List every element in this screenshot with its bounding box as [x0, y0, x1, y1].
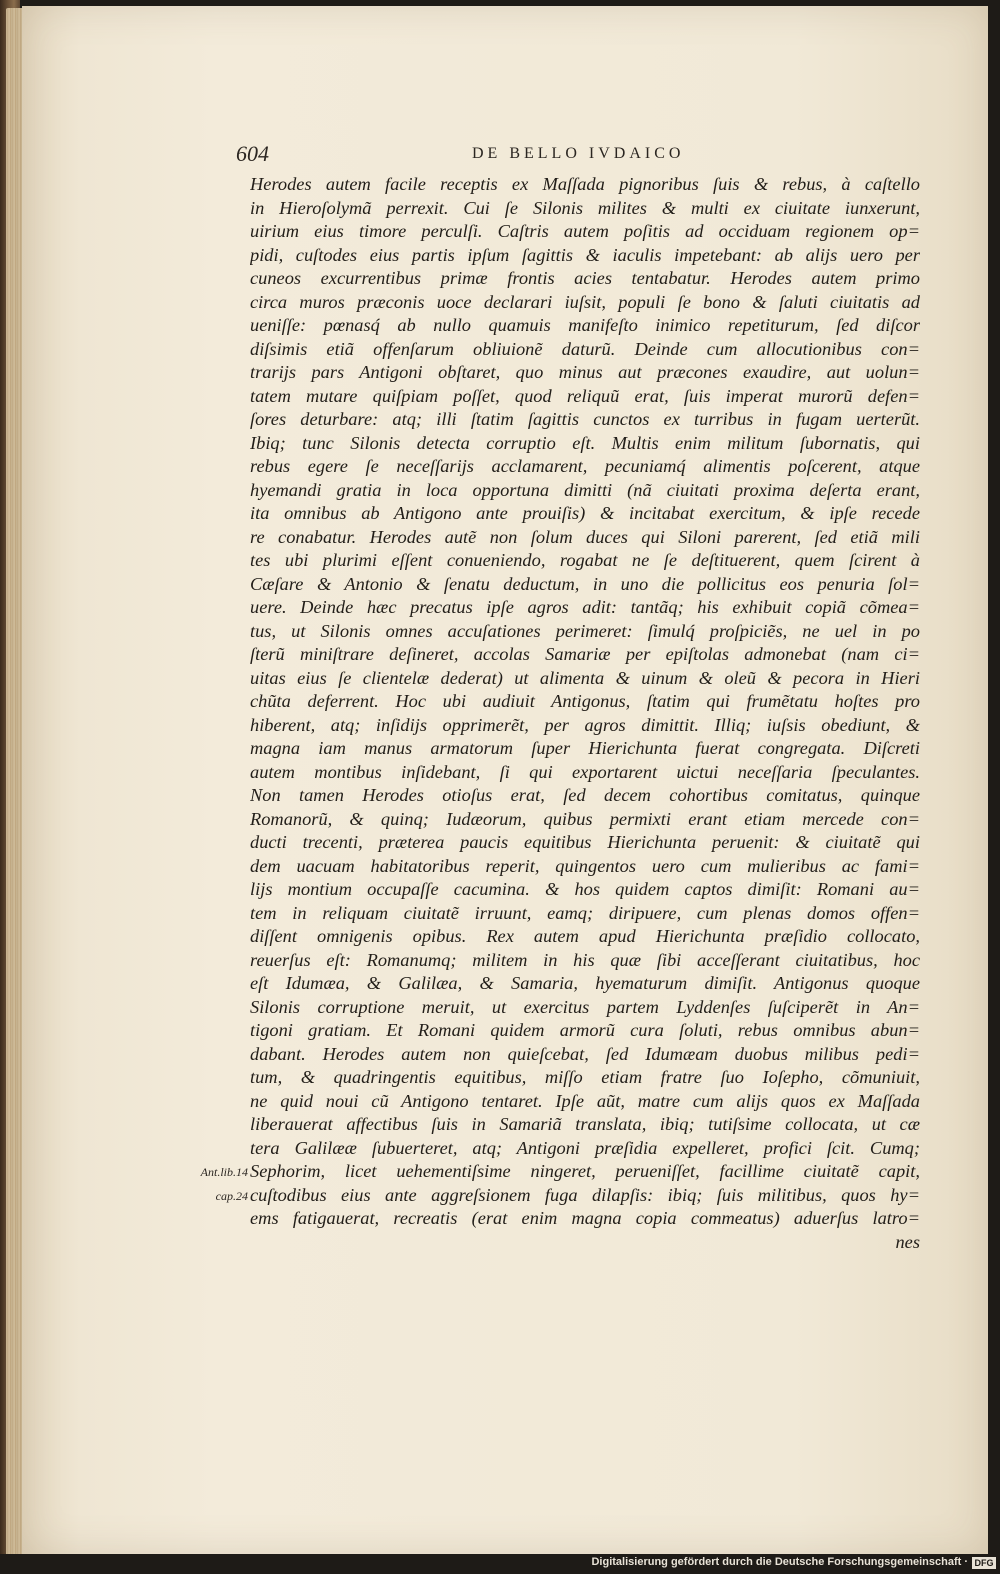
- text-line: dem uacuam habitatoribus reperit, quingentos uero cum mulieribus ac fami=: [250, 855, 920, 876]
- text-line: tera Galilææ ſubuerteret, atq; Antigoni præſidia expelleret, profici ſcit. Cumq;: [250, 1137, 920, 1158]
- text-line: autem montibus inſidebant, ſi qui exportarent uictui neceſſaria ſpeculantes.: [250, 761, 920, 782]
- marginal-note-line: Ant.lib.14: [200, 1165, 248, 1179]
- marginal-note-line: cap.24: [215, 1189, 248, 1203]
- text-line: Ibiq; tunc Silonis detecta corruptio eſt. Multis enim militum ſubornatis, qui: [250, 432, 920, 453]
- text-line: magna iam manus armatorum ſuper Hierichunta fuerat congregata. Diſcreti: [250, 738, 920, 758]
- text-line: pidi, cuſtodes eius partis ipſum ſagittis & iaculis impetebant: ab alijs uero per: [250, 244, 920, 265]
- text-line: ueniſſe: pœnasq́ ab nullo quamuis manifeſto inimico repetiturum, ſed diſcor: [250, 315, 920, 335]
- text-line: uere. Deinde hæc precatus ipſe agros adit: tantãq; his exhibuit copiã cõmea=: [250, 597, 920, 617]
- text-line: Sephorim, licet uehementiſsime ningeret, perueniſſet, facillime ciuitatẽ capit,: [250, 1161, 920, 1181]
- text-line: Herodes autem facile receptis ex Maſſada pignoribus ſuis & rebus, à caſtello: [250, 174, 920, 194]
- text-line: lijs montium occupaſſe cacumina. & hos quidem captos dimiſit: Romani au=: [250, 879, 920, 899]
- text-line: Silonis corruptione meruit, ut exercitus partem Lyddenſes ſuſciperẽt in An=: [250, 996, 920, 1017]
- dfg-logo: DFG: [972, 1557, 996, 1569]
- running-head: DE BELLO IVDAICO: [472, 145, 685, 162]
- text-line: rebus egere ſe neceſſarijs acclamarent, pecuniamq́ alimentis poſcerent, atque: [250, 456, 920, 476]
- text-line: ems fatigauerat, recreatis (erat enim magna copia commeatus) aduerſus latro=: [250, 1208, 920, 1228]
- text-line: liberauerat affectibus ſuis in Samariã translata, ibiq; tutiſsime collocata, ut cæ: [250, 1114, 920, 1134]
- text-line: uitas eius ſe clientelæ dederat) ut alimenta & uinum & oleũ & pecora in Hieri: [250, 667, 920, 688]
- text-line: cuneos excurrentibus primæ frontis acies tentabatur. Herodes autem primo: [250, 268, 920, 288]
- text-line: trarijs pars Antigoni obſtaret, quo minus aut præcones exaudire, aut uolun=: [250, 362, 920, 382]
- text-line: tem in reliquam ciuitatẽ irruunt, eamq; diripuere, cum plenas domos offen=: [250, 902, 920, 923]
- text-line: nes: [895, 1231, 920, 1252]
- text-line: diſſent omnigenis opibus. Rex autem apud Hierichunta præſidio collocato,: [250, 926, 920, 946]
- text-line: cuſtodibus eius ante aggreſsionem fuga dilapſis: ibiq; ſuis militibus, quos hy=: [250, 1184, 920, 1205]
- text-line: in Hieroſolymã perrexit. Cui ſe Silonis milites & multi ex ciuitate iunxerunt,: [250, 197, 920, 218]
- text-line: hyemandi gratia in loca opportuna dimitti (nã ciuitati proxima deſerta erant,: [250, 479, 920, 500]
- text-line: tum, & quadringentis equitibus, miſſo etiam fratre ſuo Ioſepho, cõmuniuit,: [250, 1067, 920, 1087]
- text-line: Cæſare & Antonio & ſenatu deductum, in uno die pollicitus eos penuria ſol=: [250, 573, 920, 594]
- text-line: ita omnibus ab Antigono ante prouiſis) & incitabat exercitum, & ipſe recede: [250, 503, 920, 523]
- text-line: re conabatur. Herodes autẽ non ſolum duces qui Siloni parerent, ſed etiã mili: [250, 526, 920, 547]
- text-line: tigoni gratiam. Et Romani quidem armorũ cura ſoluti, rebus omnibus abun=: [250, 1020, 920, 1040]
- text-line: Romanorũ, & quinq; Iudæorum, quibus permixti erant etiam mercede con=: [250, 808, 920, 829]
- text-line: dabant. Herodes autem non quieſcebat, ſed Idumæam duobus milibus pedi=: [250, 1043, 920, 1064]
- text-line: circa muros præconis uoce declarari iuſsit, populi ſe bono & ſaluti ciuitatis ad: [250, 291, 920, 312]
- text-line: ne quid noui cũ Antigono tentaret. Ipſe aũt, matre cum alijs quos ex Maſſada: [250, 1090, 920, 1111]
- body-text: [250, 173, 920, 1254]
- text-line: tes ubi plurimi eſſent conueniendo, rogabat ne ſe deſtituerent, quem ſcirent à: [250, 550, 920, 570]
- text-line: reuerſus eſt: Romanumq; militem in his quæ ſibi acceſſerant ciuitatibus, hoc: [250, 949, 920, 970]
- text-line: uirium eius timore perculſi. Caſtris autem poſitis ad occiduam regionem op=: [250, 221, 920, 241]
- text-line: ſterũ miniſtrare deſineret, accolas Samariæ per epiſtolas admonebat (nam ci=: [250, 644, 920, 664]
- text-line: tatem mutare quiſpiam poſſet, quod reliquũ erat, ſuis imperat murorũ defen=: [250, 385, 920, 406]
- marginal-note: [182, 1160, 248, 1208]
- text-line: ducti trecenti, præterea paucis equitibus Hierichunta peruenit: & ciuitatẽ qui: [250, 832, 920, 852]
- funding-credit: Digitalisierung gefördert durch die Deutsche Forschungsgemeinschaft ·: [591, 1556, 968, 1568]
- text-line: hiberent, atq; inſidijs opprimerẽt, per agros dimittit. Illiq; iuſsis obediunt, &: [250, 714, 920, 735]
- text-line: ſores deturbare: atq; illi ſtatim ſagittis cunctos ex turribus in fugam uerterũt.: [250, 409, 920, 429]
- text-line: tus, ut Silonis omnes accuſationes perimeret: ſimulq́ proſpiciẽs, ne uel in po: [250, 620, 920, 641]
- page-number: 604: [236, 141, 269, 166]
- text-line: diſsimis etiã offenſarum obliuionẽ daturũ. Deinde cum allocutionibus con=: [250, 338, 920, 359]
- text-line: eſt Idumæa, & Galilæa, & Samaria, hyematurum dimiſit. Antigonus quoque: [250, 973, 920, 993]
- text-line: Non tamen Herodes otioſus erat, ſed decem cohortibus comitatus, quinque: [250, 785, 920, 805]
- text-line: chũta deferrent. Hoc ubi audiuit Antigonus, ſtatim qui frumẽtatu hoſtes pro: [250, 691, 920, 711]
